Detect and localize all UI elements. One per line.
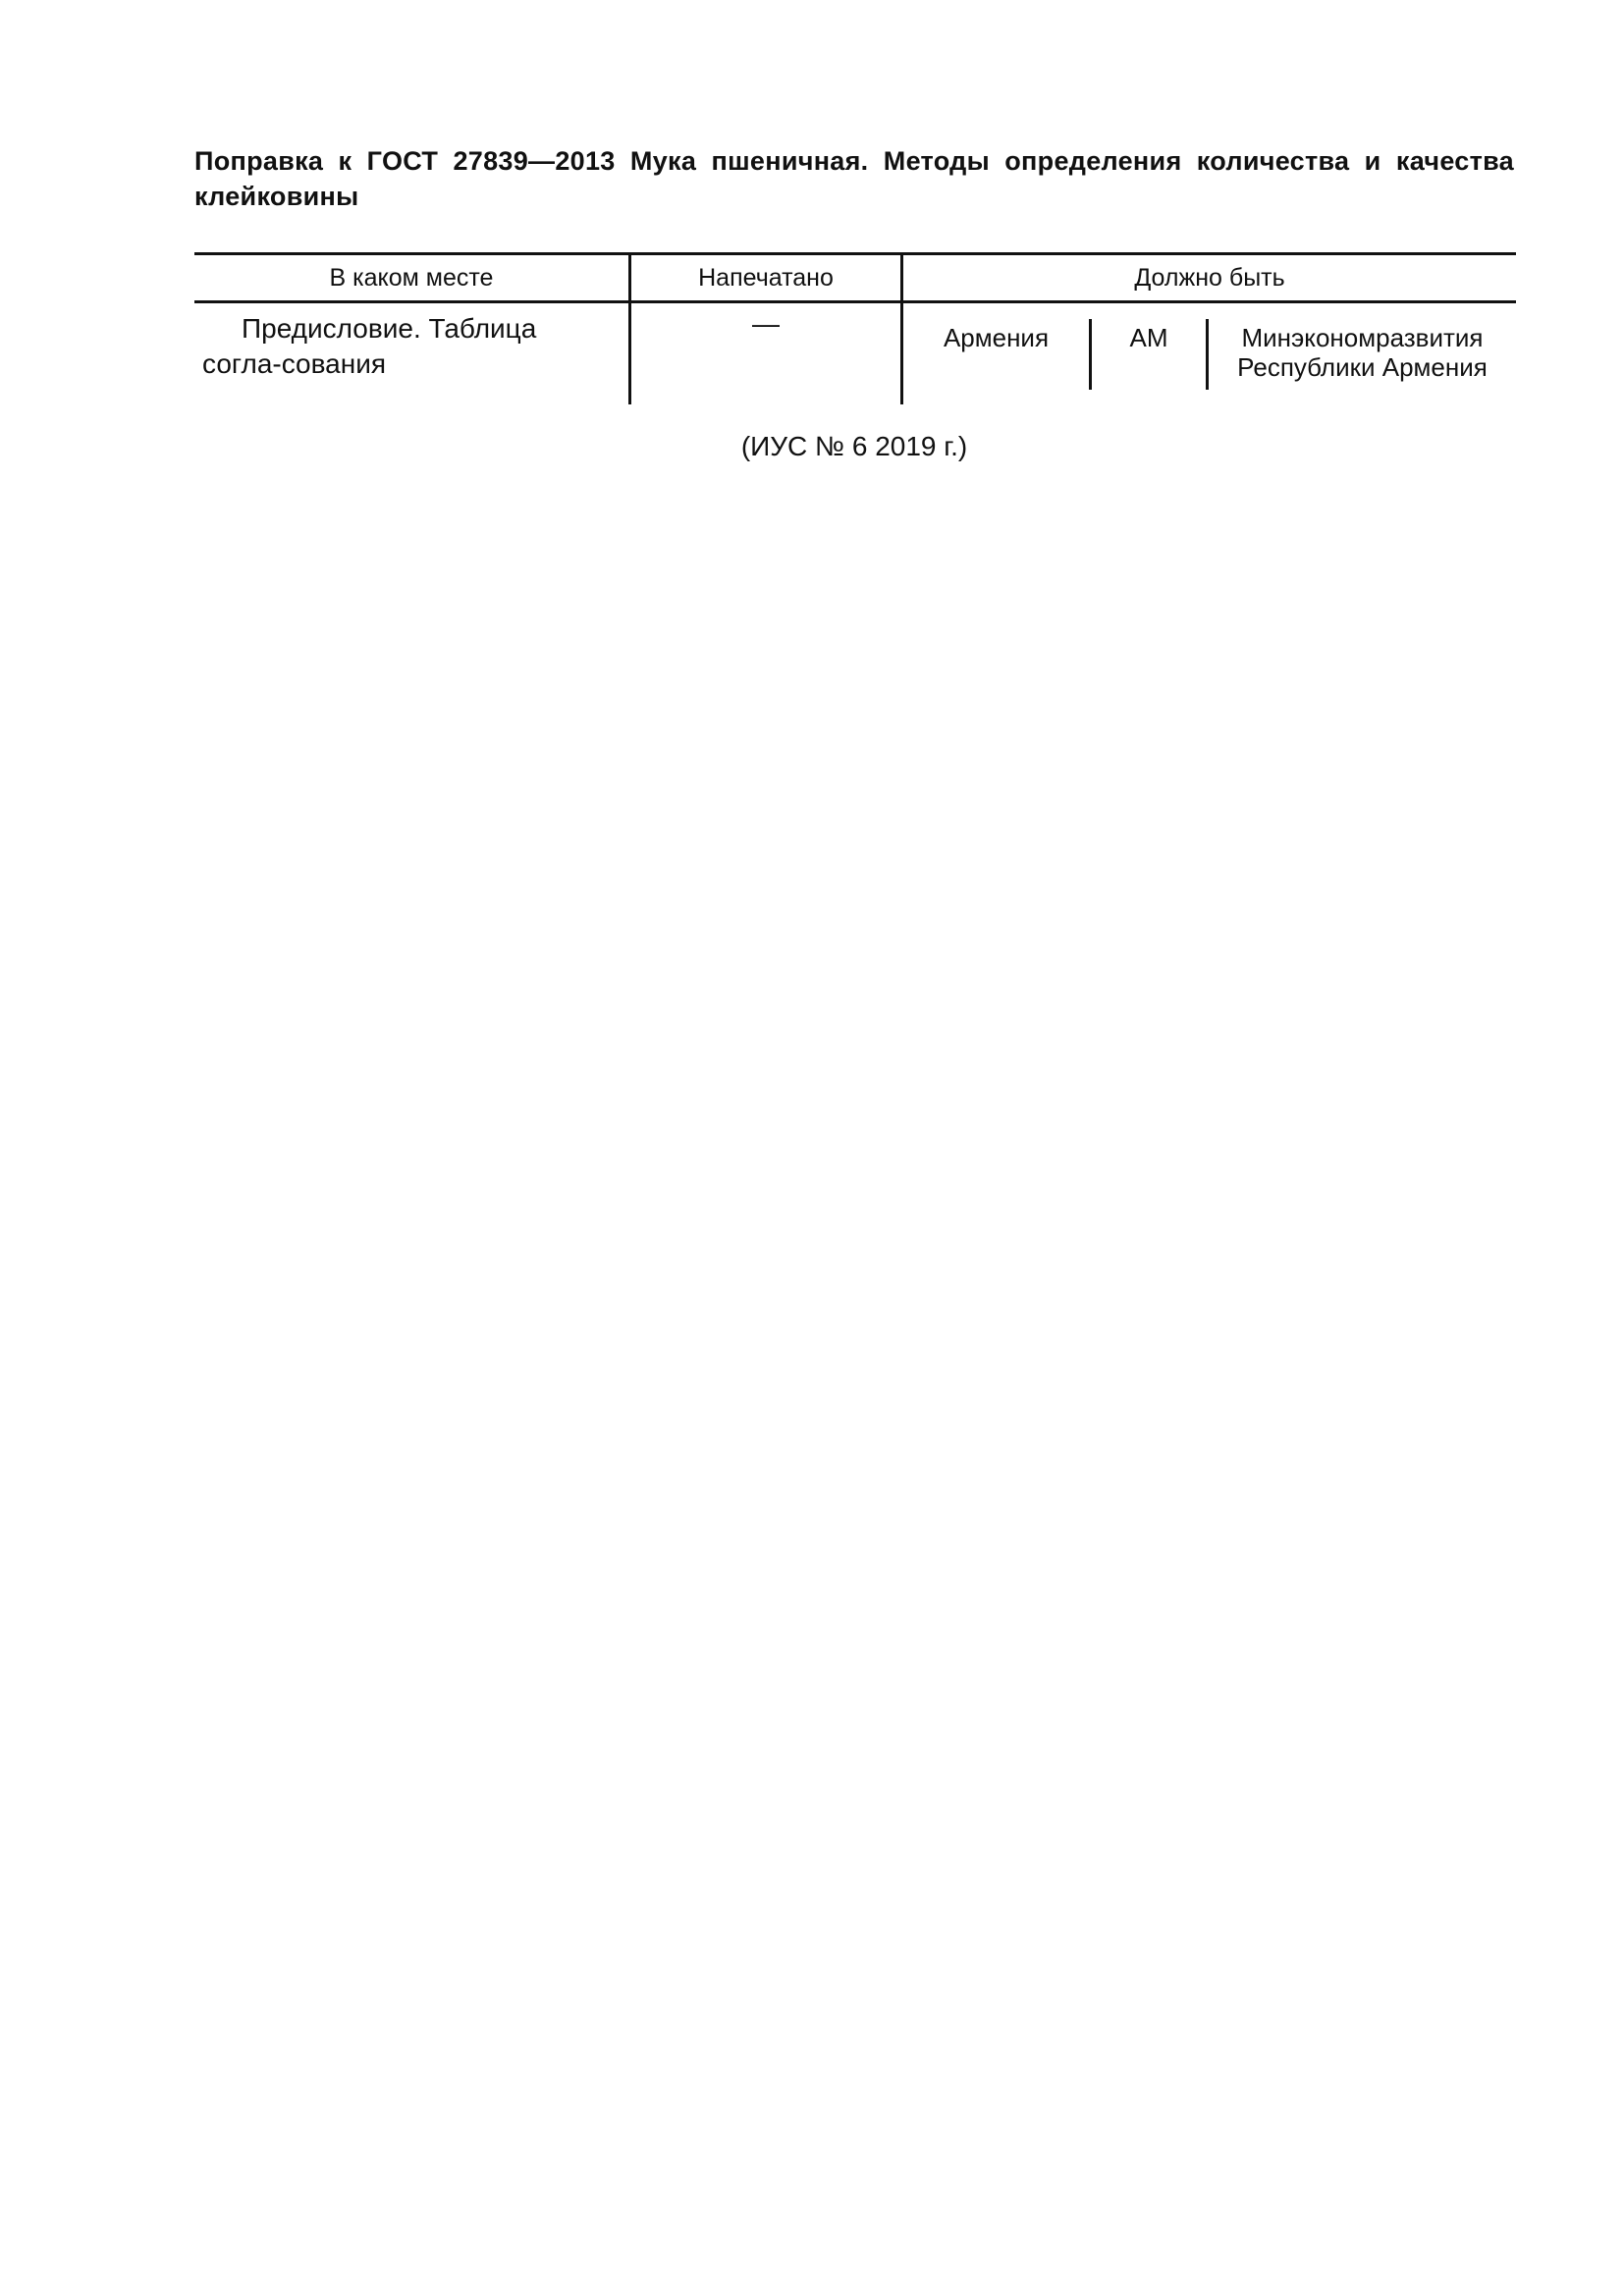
row-code: АМ (1129, 323, 1168, 352)
row-organization-line2: Республики Армения (1237, 352, 1488, 382)
amendment-title: Поправка к ГОСТ 27839—2013 Мука пшеничная. Методы определения количества и качества клейковины (194, 146, 1514, 211)
row-place: Предисловие. Таблица согла-сования (202, 313, 537, 379)
table-top-rule (194, 252, 1516, 255)
ius-reference: (ИУС № 6 2019 г.) (740, 431, 968, 461)
amendment-table (194, 252, 1516, 404)
header-printed: Напечатано (698, 264, 834, 292)
row-printed: — (752, 308, 780, 339)
row-organization-line1: Минэкономразвития (1241, 323, 1484, 352)
row-country: Армения (943, 323, 1050, 352)
table-header-rule (194, 300, 1516, 303)
header-place: В каком месте (329, 264, 494, 292)
header-should-be: Должно быть (1134, 264, 1285, 292)
